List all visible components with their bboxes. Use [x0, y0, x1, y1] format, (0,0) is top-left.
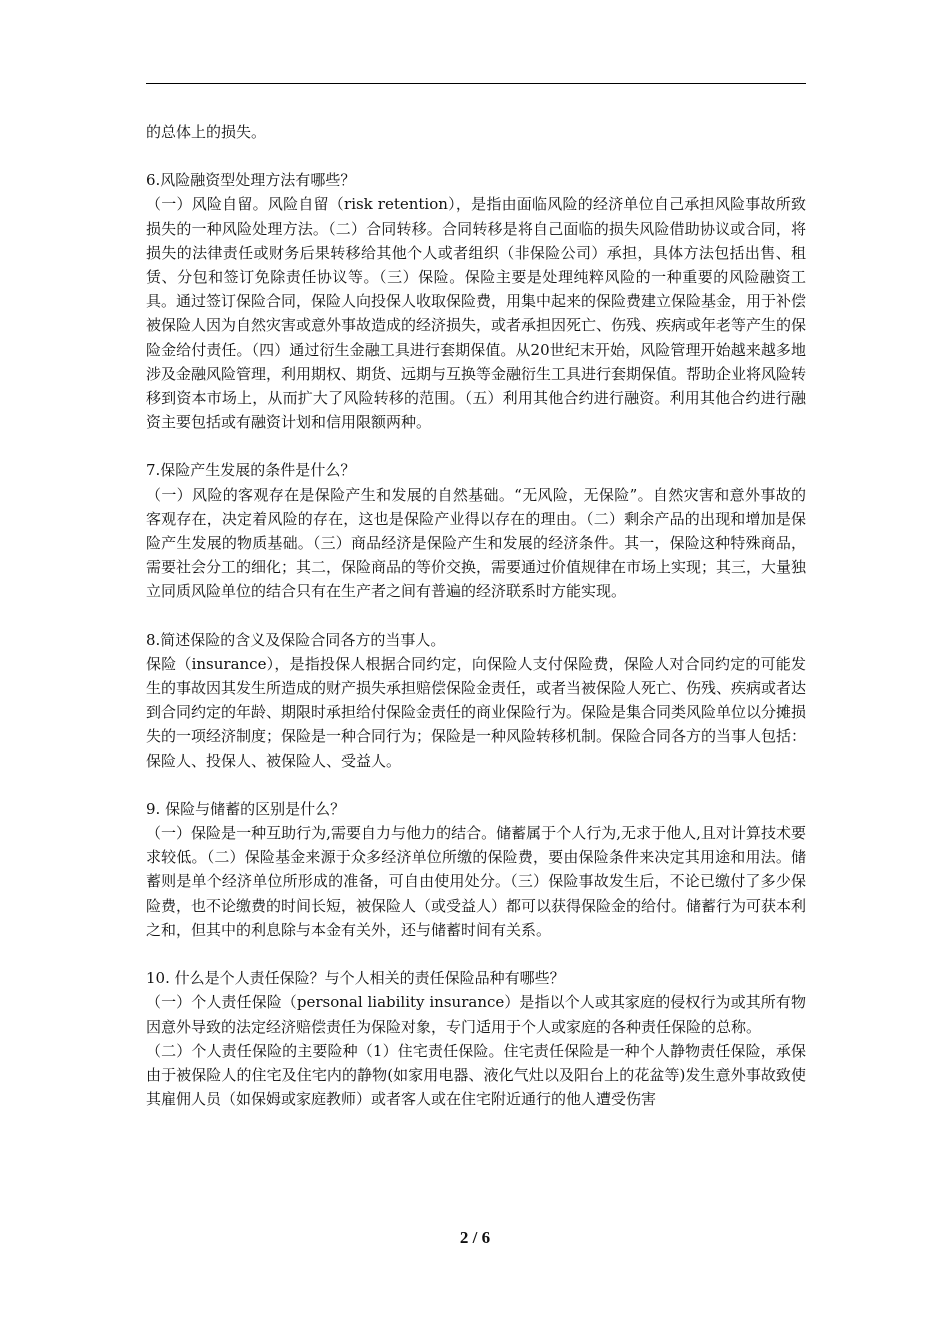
spacer — [146, 773, 806, 797]
header-rule — [146, 83, 806, 84]
paragraph-continuation: 的总体上的损失。 — [146, 123, 267, 141]
question-7-heading: 7.保险产生发展的条件是什么？ — [146, 461, 356, 480]
page-number: 2 / 6 — [459, 1228, 491, 1247]
question-9-heading: 9. 保险与储蓄的区别是什么？ — [146, 799, 346, 818]
spacer — [146, 144, 806, 168]
spacer — [146, 434, 806, 458]
question-8-answer: 保险（insurance），是指投保人根据合同约定，向保险人支付保险费，保险人对合同约定的可能发生的事故因其发生所造成的财产损失承担赔偿保险金责任，或者当被保险人死亡、伤残、疾病或者达到合同约定的年龄、期限时承担给付保险金责任的商业保险行为。保险是集合同类风险单位以分摊损失的一项经济制度；保险是一种合同行为；保险是一种风险转移机制。保险合同各方的当事人包括：保险人、投保人、被保险人、受益人。 — [146, 654, 807, 770]
question-10-heading: 10. 什么是个人责任保险？与个人相关的责任保险品种有哪些？ — [146, 969, 565, 988]
question-6-heading: 6.风险融资型处理方法有哪些？ — [146, 171, 356, 190]
question-10-answer-part-1: （一）个人责任保险（personal liability insurance）是指以个人或其家庭的侵权行为或其所有物因意外导致的法定经济赔偿责任为保险对象，专门适用于个人或家庭的各种责任保险的总称。 — [146, 993, 806, 1036]
question-10-answer-part-2: （二）个人责任保险的主要险种（1）住宅责任保险。住宅责任保险是一种个人静物责任保险，承保由于被保险人的住宅及住宅内的静物(如家用电器、液化气灶以及阳台上的花盆等)发生意外事故致使其雇佣人员（如保姆或家庭教师）或者客人或在住宅附近通行的他人遭受伤害 — [146, 1041, 806, 1109]
question-7-answer: （一）风险的客观存在是保险产生和发展的自然基础。“无风险，无保险”。自然灾害和意外事故的客观存在，决定着风险的存在，这也是保险产业得以存在的理由。（二）剩余产品的出现和增加是保险产生发展的物质基础。（三）商品经济是保险产生和发展的经济条件。其一，保险这种特殊商品，需要社会分工的细化；其二，保险商品的等价交换，需要通过价值规律在市场上实现；其三，大量独立同质风险单位的结合只有在生产者之间有普遍的经济联系时方能实现。 — [146, 485, 807, 601]
spacer — [146, 604, 806, 628]
page-body — [146, 120, 806, 1111]
question-9-answer: （一）保险是一种互助行为,需要自力与他力的结合。储蓄属于个人行为,无求于他人,且对计算技术要求较低。（二）保险基金来源于众多经济单位所缴的保险费，要由保险条件来决定其用途和用法。储蓄则是单个经济单位所形成的准备，可自由使用处分。（三）保险事故发生后，不论已缴付了多少保险费，也不论缴费的时间长短，被保险人（或受益人）都可以获得保险金的给付。储蓄行为可获本利之和，但其中的利息除与本金有关外，还与储蓄时间有关系。 — [146, 824, 807, 939]
question-8-heading: 8.简述保险的含义及保险合同各方的当事人。 — [146, 630, 446, 649]
question-6-answer: （一）风险自留。风险自留（risk retention），是指由面临风险的经济单位自己承担风险事故所致损失的一种风险处理方法。（二）合同转移。合同转移是将自己面临的损失风险借助协议或合同，将损失的法律责任或财务后果转移给其他个人或者组织（非保险公司）承担，具体方法包括出售、租赁、分包和签订免除责任协议等。（三）保险。保险主要是处理纯粹风险的一种重要的风险融资工具。通过签订保险合同，保险人向投保人收取保险费，用集中起来的保险费建立保险基金，用于补偿被保险人因为自然灾害或意外事故造成的经济损失，或者承担因死亡、伤残、疾病或年老等产生的保险金给付责任。（四）通过衍生金融工具进行套期保值。从20世纪末开始，风险管理开始越来越多地涉及金融风险管理，利用期权、期货、远期与互换等金融衍生工具进行套期保值。帮助企业将风险转移到资本市场上，从而扩大了风险转移的范围。（五）利用其他合约进行融资。利用其他合约进行融资主要包括或有融资计划和信用限额两种。 — [146, 195, 807, 432]
spacer — [146, 942, 806, 966]
